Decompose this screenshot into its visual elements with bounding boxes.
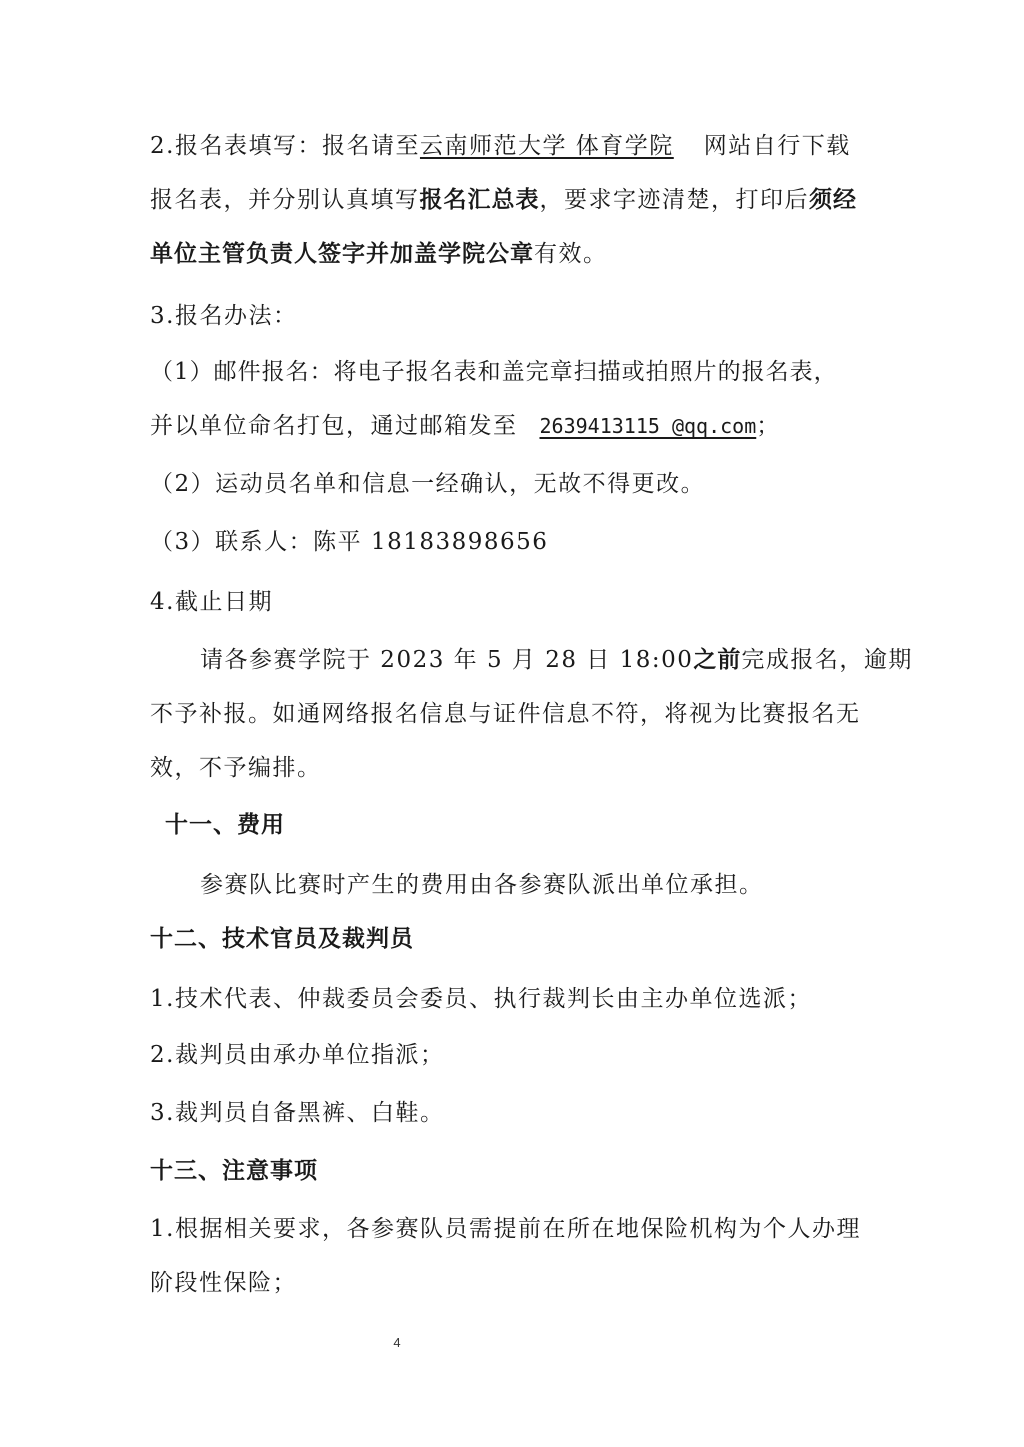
s11-body: 参赛队比赛时产生的费用由各参赛队派出单位承担。	[200, 872, 764, 898]
registration-site-link[interactable]	[420, 133, 704, 159]
s3-item1-line2	[150, 411, 870, 441]
page-number: 4	[393, 1335, 401, 1350]
s3-text-end: ；	[756, 413, 781, 439]
s13-item1-line2: 阶段性保险；	[150, 1270, 297, 1296]
s2-line1	[150, 131, 870, 161]
s2-line2	[150, 185, 870, 215]
must-bold: 须经	[809, 187, 857, 213]
s3-item2: （2）运动员名单和信息一经确认，无故不得更改。	[150, 471, 706, 497]
s12-item3: 3.裁判员自备黑裤、白鞋。	[150, 1100, 445, 1126]
s13-item1-line1: 1.根据相关要求，各参赛队员需提前在所在地保险机构为个人办理	[150, 1216, 861, 1242]
s3-text: 并以单位命名打包，通过邮箱发至	[150, 413, 518, 439]
s3-item1-line1: （1）邮件报名：将电子报名表和盖完章扫描或拍照片的报名表，	[150, 359, 838, 385]
s12-item1: 1.技术代表、仲裁委员会委员、执行裁判长由主办单位选派；	[150, 986, 812, 1012]
s12-heading: 十二、技术官员及裁判员	[150, 926, 414, 952]
s2-text: 有效。	[534, 241, 608, 267]
deadline-text: 请各参赛学院于 2023 年 5 月 28 日 18:00	[200, 647, 694, 673]
s2-text: ，要求字迹清楚，打印后	[539, 187, 809, 213]
s13-heading: 十三、注意事项	[150, 1158, 318, 1184]
registration-site-text: 云南师范大学 体育学院	[419, 133, 674, 159]
s4-para-line3: 效，不予编排。	[150, 755, 322, 781]
s2-line3	[150, 239, 870, 269]
s4-title: 4.截止日期	[150, 589, 273, 615]
s4-para-line2: 不予补报。如通网络报名信息与证件信息不符，将视为比赛报名无	[150, 701, 861, 727]
s12-item2: 2.裁判员由承办单位指派；	[150, 1042, 445, 1068]
s2-text: 报名表，并分别认真填写	[150, 187, 420, 213]
s11-heading: 十一、费用	[165, 812, 285, 838]
s2-text-end: 网站自行下载	[703, 133, 851, 159]
s3-item3: （3）联系人：陈平 18183898656	[150, 529, 549, 555]
s3-title: 3.报名办法：	[150, 303, 298, 329]
summary-form-bold: 报名汇总表	[419, 187, 540, 213]
signature-seal-bold: 单位主管负责人签字并加盖学院公章	[150, 241, 534, 267]
s4-para-line1	[200, 645, 913, 675]
email-text: 2639413115 @qq.com	[539, 414, 757, 438]
s2-text: 2.报名表填写：报名请至	[150, 133, 420, 159]
email-link[interactable]	[518, 414, 757, 438]
before-bold: 之前	[693, 647, 742, 673]
deadline-text-end: 完成报名，逾期	[741, 647, 913, 673]
